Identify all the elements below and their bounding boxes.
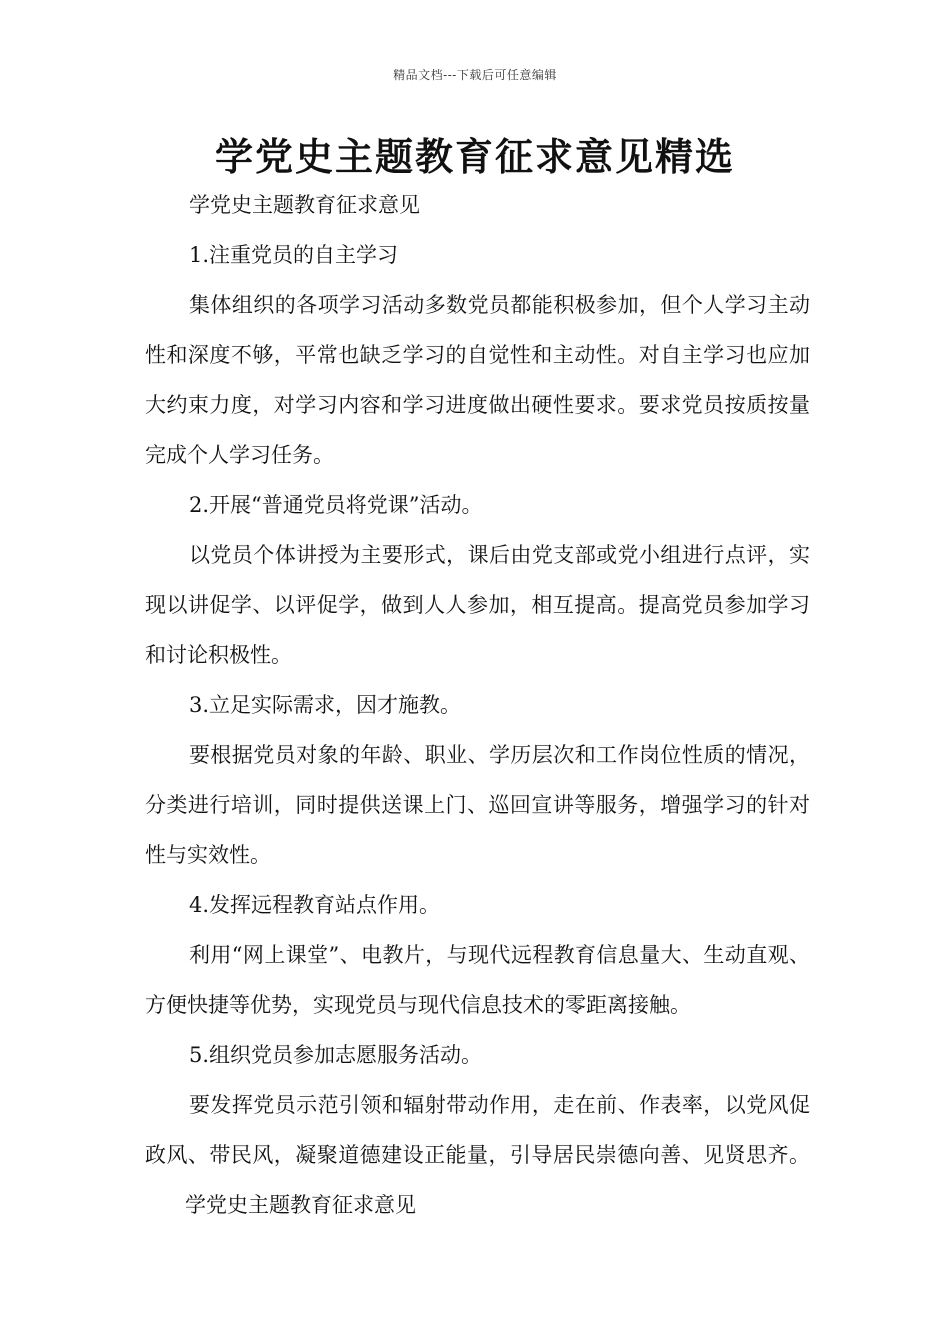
section-heading-2: 2.开展“普通党员将党课”活动。	[189, 493, 483, 517]
section-heading-4: 4.发挥远程教育站点作用。	[189, 893, 441, 917]
body-paragraph-1: 集体组织的各项学习活动多数党员都能积极参加，但个人学习主动性和深度不够，平常也缺乏学习的自觉性和主动性。对自主学习也应加大约束力度，对学习内容和学习进度做出硬性要求。要求党员按质按量完成个人学习任务。	[145, 293, 810, 467]
body-paragraph-2: 以党员个体讲授为主要形式，课后由党支部或党小组进行点评，实现以讲促学、以评促学，做到人人参加，相互提高。提高党员参加学习和讨论积极性。	[145, 543, 810, 667]
subtitle-paragraph: 学党史主题教育征求意见	[189, 193, 420, 217]
section-heading-1: 1.注重党员的自主学习	[189, 243, 399, 267]
body-paragraph-3: 要根据党员对象的年龄、职业、学历层次和工作岗位性质的情况，分类进行培训，同时提供送课上门、巡回宣讲等服务，增强学习的针对性与实效性。	[145, 743, 810, 867]
trailing-heading: 学党史主题教育征求意见	[185, 1193, 416, 1217]
section-heading-3: 3.立足实际需求，因才施教。	[189, 693, 462, 717]
document-title: 学党史主题教育征求意见精选	[214, 135, 735, 179]
body-paragraph-5-text: 要发挥党员示范引领和辐射带动作用，走在前、作表率，以党风促政风、带民风，凝聚道德建设正能量，引导居民崇德向善、见贤思齐。	[145, 1093, 810, 1167]
body-paragraph-5	[145, 1080, 810, 1230]
header-note: 精品文档---下载后可任意编辑	[393, 68, 557, 82]
section-heading-5: 5.组织党员参加志愿服务活动。	[189, 1043, 483, 1067]
document-body	[145, 180, 810, 1230]
body-paragraph-4: 利用“网上课堂”、电教片，与现代远程教育信息量大、生动直观、方便快捷等优势，实现党员与现代信息技术的零距离接触。	[145, 943, 810, 1017]
